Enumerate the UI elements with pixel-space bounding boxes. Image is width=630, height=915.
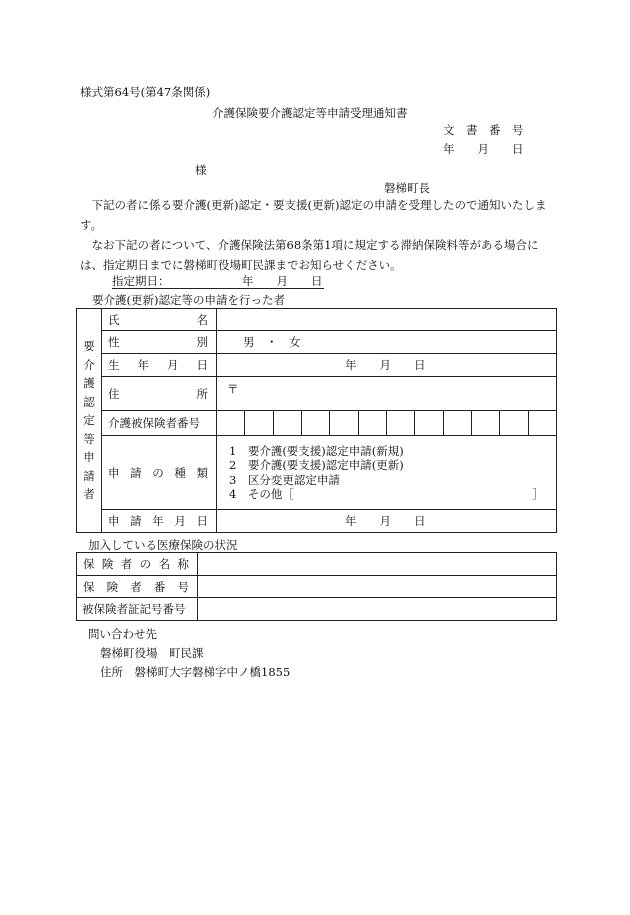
digit-cell[interactable] <box>387 411 415 435</box>
birth-date-label: 生 年 月 日 <box>102 354 217 377</box>
application-type-field[interactable] <box>217 436 557 510</box>
insurance-heading: 加入している医療保険の状況 <box>88 538 238 552</box>
document-number-label: 文 書 番 号 <box>443 123 524 137</box>
digit-cell[interactable] <box>472 411 500 435</box>
side-char: 認 <box>83 394 95 409</box>
insurer-number-label: 保 険 者 番 号 <box>77 576 198 598</box>
notice-paragraph-1: 下記の者に係る要介護(更新)認定・要支援(更新)認定の申請を受理したので通知いたします。 <box>80 198 547 232</box>
digit-cell[interactable] <box>415 411 443 435</box>
side-char: 請 <box>83 468 95 483</box>
side-char: 定 <box>83 413 95 428</box>
side-char: 介 <box>83 357 95 372</box>
digit-cell[interactable] <box>500 411 528 435</box>
application-date-label: 申 請 年 月 日 <box>102 510 217 533</box>
name-field[interactable] <box>217 309 557 331</box>
form-number: 様式第64号(第47条関係) <box>80 85 211 99</box>
gender-field[interactable]: 男 ・ 女 <box>217 331 557 354</box>
issuer-name: 磐梯町長 <box>384 181 430 195</box>
issue-date-label: 年 月 日 <box>443 142 524 156</box>
address-label: 住 所 <box>102 377 217 411</box>
digit-cell[interactable] <box>274 411 302 435</box>
designated-date-value: 年 月 日 <box>242 274 323 288</box>
application-type-option[interactable]: 1 要介護(要支援)認定申請(新規) <box>229 443 404 458</box>
application-type-label: 申 請 の 種 類 <box>102 436 217 510</box>
side-char: 護 <box>83 376 95 391</box>
name-label: 氏 名 <box>102 309 217 331</box>
digit-cell[interactable] <box>302 411 330 435</box>
insurer-number-field[interactable] <box>198 576 557 598</box>
contact-office: 磐梯町役場 町民課 <box>100 646 204 660</box>
digit-cell[interactable] <box>359 411 387 435</box>
addressee-suffix: 様 <box>195 163 207 177</box>
digit-cell[interactable] <box>330 411 358 435</box>
digit-cell[interactable] <box>529 411 556 435</box>
card-number-field[interactable] <box>198 598 557 621</box>
contact-address: 住所 磐梯町大字磐梯字中ノ橋1855 <box>100 665 291 679</box>
insured-number-field[interactable] <box>217 411 557 436</box>
side-char: 等 <box>83 431 95 446</box>
applicant-table <box>76 308 557 533</box>
application-type-option[interactable]: 4 その他［ <box>229 487 294 501</box>
side-char: 申 <box>83 450 95 465</box>
birth-date-field[interactable]: 年 月 日 <box>217 354 557 377</box>
applicant-side-label <box>77 309 102 533</box>
address-field[interactable]: 〒 <box>217 377 557 411</box>
gender-label: 性 別 <box>102 331 217 354</box>
side-char: 者 <box>83 487 95 502</box>
designated-date-line <box>112 273 324 289</box>
application-type-option[interactable]: 3 区分変更認定申請 <box>229 472 340 487</box>
digit-cell[interactable] <box>245 411 273 435</box>
digit-cell[interactable] <box>444 411 472 435</box>
insured-number-label: 介護被保険者番号 <box>102 411 217 436</box>
designated-date-label: 指定期日： <box>112 274 170 288</box>
notice-paragraph-2: なお下記の者について、介護保険法第68条第1項に規定する滞納保険料等がある場合には、指定期日までに磐梯町役場町民課までお知らせください。 <box>80 238 539 272</box>
bracket-close: ］ <box>532 487 544 501</box>
insurer-name-label: 保 険 者 の 名 称 <box>77 553 198 576</box>
document-title: 介護保険要介護認定等申請受理通知書 <box>212 106 408 120</box>
side-char: 要 <box>83 339 95 354</box>
application-date-field[interactable]: 年 月 日 <box>217 510 557 533</box>
applicant-heading: 要介護(更新)認定等の申請を行った者 <box>92 293 285 307</box>
contact-heading: 問い合わせ先 <box>88 627 157 641</box>
digit-cell[interactable] <box>217 411 245 435</box>
card-number-label: 被保険者証記号番号 <box>77 598 198 621</box>
insurance-table <box>76 552 557 621</box>
insurer-name-field[interactable] <box>198 553 557 576</box>
application-type-option[interactable]: 2 要介護(要支援)認定申請(更新) <box>229 458 404 472</box>
